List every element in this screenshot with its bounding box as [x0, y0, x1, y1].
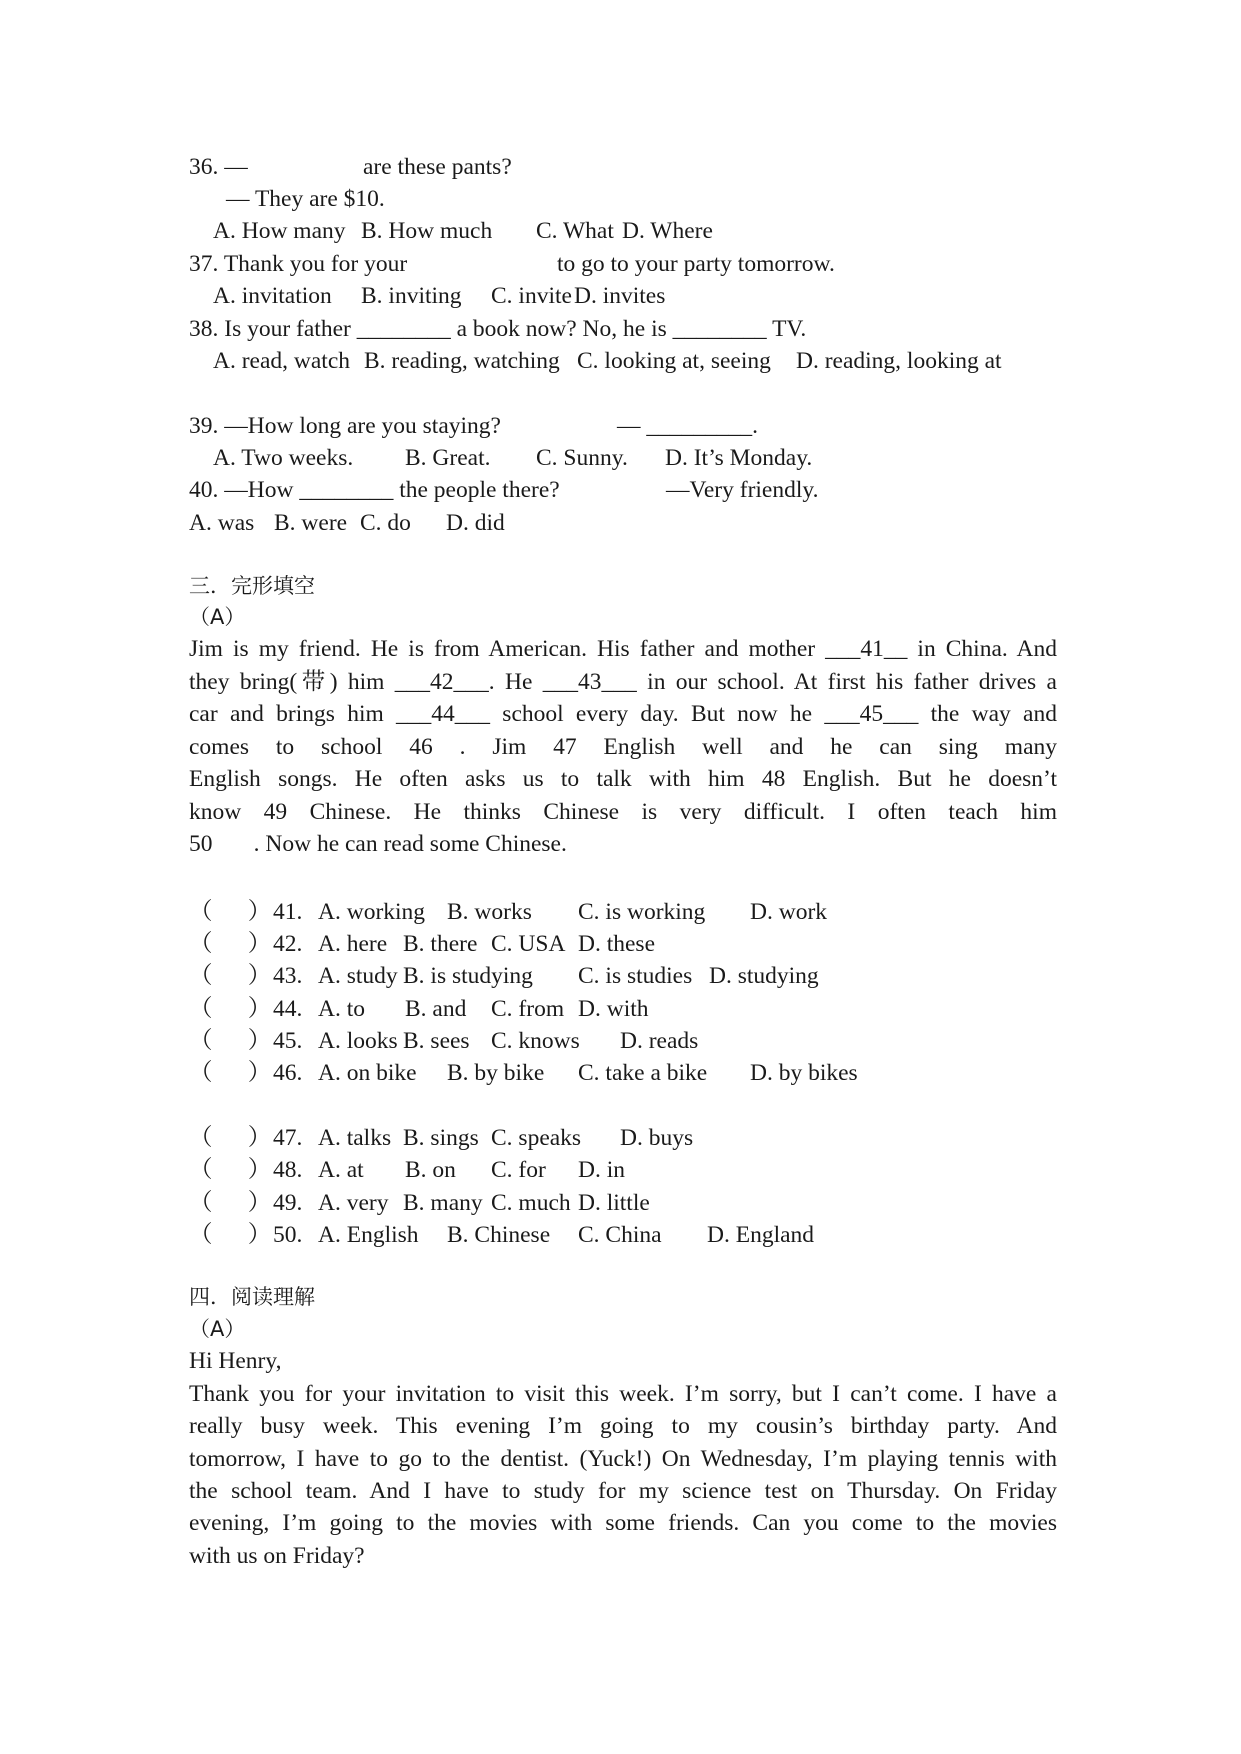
question-number: 44.	[273, 996, 303, 1022]
question-number: 42.	[273, 931, 303, 957]
option-c: C. is studies	[578, 963, 693, 989]
answer-bracket[interactable]: （ ）	[189, 1060, 272, 1086]
option-c: C. speaks	[491, 1125, 582, 1151]
q36-stem-end: are these pants?	[363, 154, 512, 180]
passage-line: Jim is my friend. He is from American. His father and mother ___41__ in China. And	[189, 636, 1057, 662]
question-number: 47.	[273, 1125, 303, 1151]
q40-option-c: C. do	[360, 510, 411, 536]
option-b: B. sings	[403, 1125, 479, 1151]
option-d: D. little	[578, 1190, 650, 1216]
option-a: A. to	[318, 996, 365, 1022]
q39-option-b: B. Great.	[405, 445, 491, 471]
q36-stem-start: 36. —	[189, 154, 248, 180]
q37-option-b: B. inviting	[361, 283, 462, 309]
q38-stem: 38. Is your father ________ a book now? No, he is ________ TV.	[189, 316, 807, 342]
letter-line: tomorrow, I have to go to the dentist. (Yuck!) On Wednesday, I’m playing tennis with	[189, 1446, 1057, 1472]
question-number: 43.	[273, 963, 303, 989]
section-sub-label: （A）	[189, 1317, 246, 1341]
letter-line: the school team. And I have to study for my science test on Thursday. On Friday	[189, 1478, 1057, 1504]
q37-option-a: A. invitation	[213, 283, 332, 309]
section-sub-label: （A）	[189, 605, 246, 629]
q36-option-d: D. Where	[622, 218, 713, 244]
answer-bracket[interactable]: （ ）	[189, 1028, 272, 1054]
answer-bracket[interactable]: （ ）	[189, 1222, 272, 1248]
letter-line: Thank you for your invitation to visit this week. I’m sorry, but I can’t come. I have a	[189, 1381, 1057, 1407]
option-b: B. on	[405, 1157, 456, 1183]
option-d: D. these	[578, 931, 656, 957]
letter-greeting: Hi Henry,	[189, 1348, 282, 1374]
question-number: 41.	[273, 899, 303, 925]
passage-line: English songs. He often asks us to talk with him 48 English. But he doesn’t	[189, 766, 1057, 792]
q38-option-b: B. reading, watching	[364, 348, 560, 374]
q40-option-b: B. were	[274, 510, 348, 536]
answer-bracket[interactable]: （ ）	[189, 996, 272, 1022]
q37-stem-start: 37. Thank you for your	[189, 251, 408, 277]
option-c: C. take a bike	[578, 1060, 708, 1086]
question-number: 49.	[273, 1190, 303, 1216]
option-b: B. there	[403, 931, 478, 957]
letter-line: with us on Friday?	[189, 1543, 365, 1569]
q37-stem-end: to go to your party tomorrow.	[557, 251, 835, 277]
option-a: A. very	[318, 1190, 389, 1216]
option-d: D. work	[750, 899, 828, 925]
option-a: A. working	[318, 899, 426, 925]
option-c: C. is working	[578, 899, 706, 925]
q36-answer-line: — They are $10.	[226, 186, 385, 212]
option-d: D. England	[707, 1222, 815, 1248]
q38-option-c: C. looking at, seeing	[577, 348, 771, 374]
option-b: B. by bike	[447, 1060, 545, 1086]
answer-bracket[interactable]: （ ）	[189, 963, 272, 989]
option-a: A. at	[318, 1157, 364, 1183]
option-a: A. on bike	[318, 1060, 417, 1086]
passage-line: comes to school 46 . Jim 47 English well and he can sing many	[189, 734, 1057, 760]
option-c: C. from	[491, 996, 565, 1022]
q40-option-a: A. was	[189, 510, 255, 536]
q36-option-a: A. How many	[213, 218, 346, 244]
option-a: A. here	[318, 931, 388, 957]
option-d: D. studying	[709, 963, 819, 989]
q38-option-a: A. read, watch	[213, 348, 351, 374]
option-c: C. much	[491, 1190, 571, 1216]
question-number: 50.	[273, 1222, 303, 1248]
passage-line: know 49 Chinese. He thinks Chinese is very difficult. I often teach him	[189, 799, 1057, 825]
q39-option-a: A. Two weeks.	[213, 445, 354, 471]
q39-option-d: D. It’s Monday.	[665, 445, 813, 471]
option-d: D. buys	[620, 1125, 694, 1151]
section-heading-cloze: 三．完形填空	[189, 574, 315, 598]
option-c: C. China	[578, 1222, 662, 1248]
passage-line: car and brings him ___44___ school every day. But now he ___45___ the way and	[189, 701, 1057, 727]
option-a: A. looks	[318, 1028, 398, 1054]
option-b: B. Chinese	[447, 1222, 551, 1248]
option-d: D. reads	[620, 1028, 699, 1054]
answer-bracket[interactable]: （ ）	[189, 899, 272, 925]
option-b: B. is studying	[403, 963, 533, 989]
answer-bracket[interactable]: （ ）	[189, 1125, 272, 1151]
question-number: 45.	[273, 1028, 303, 1054]
option-d: D. in	[578, 1157, 625, 1183]
answer-bracket[interactable]: （ ）	[189, 1157, 272, 1183]
option-c: C. USA	[491, 931, 566, 957]
q39-stem-end: — _________.	[617, 413, 758, 439]
question-number: 48.	[273, 1157, 303, 1183]
answer-bracket[interactable]: （ ）	[189, 1190, 272, 1216]
q40-option-d: D. did	[446, 510, 505, 536]
option-b: B. sees	[403, 1028, 470, 1054]
option-b: B. and	[405, 996, 467, 1022]
q36-option-b: B. How much	[361, 218, 493, 244]
q39-option-c: C. Sunny.	[536, 445, 628, 471]
option-a: A. English	[318, 1222, 419, 1248]
option-a: A. talks	[318, 1125, 392, 1151]
question-number: 46.	[273, 1060, 303, 1086]
option-b: B. many	[403, 1190, 483, 1216]
q38-option-d: D. reading, looking at	[796, 348, 1002, 374]
q40-stem-start: 40. —How ________ the people there?	[189, 477, 560, 503]
option-c: C. knows	[491, 1028, 580, 1054]
option-b: B. works	[447, 899, 532, 925]
option-c: C. for	[491, 1157, 546, 1183]
option-d: D. with	[578, 996, 649, 1022]
letter-line: evening, I’m going to the movies with some friends. Can you come to the movies	[189, 1510, 1057, 1536]
section-heading-reading: 四．阅读理解	[189, 1285, 315, 1309]
q37-option-d: D. invites	[574, 283, 666, 309]
letter-line: really busy week. This evening I’m going to my cousin’s birthday party. And	[189, 1413, 1057, 1439]
answer-bracket[interactable]: （ ）	[189, 931, 272, 957]
q39-stem-start: 39. —How long are you staying?	[189, 413, 501, 439]
passage-line: they bring(带) him ___42___. He ___43___ in our school. At first his father drives a	[189, 669, 1057, 695]
q36-option-c: C. What	[536, 218, 614, 244]
passage-line: 50 . Now he can read some Chinese.	[189, 831, 567, 857]
option-d: D. by bikes	[750, 1060, 858, 1086]
q40-stem-end: —Very friendly.	[666, 477, 819, 503]
option-a: A. study	[318, 963, 398, 989]
q37-option-c: C. invite	[491, 283, 572, 309]
